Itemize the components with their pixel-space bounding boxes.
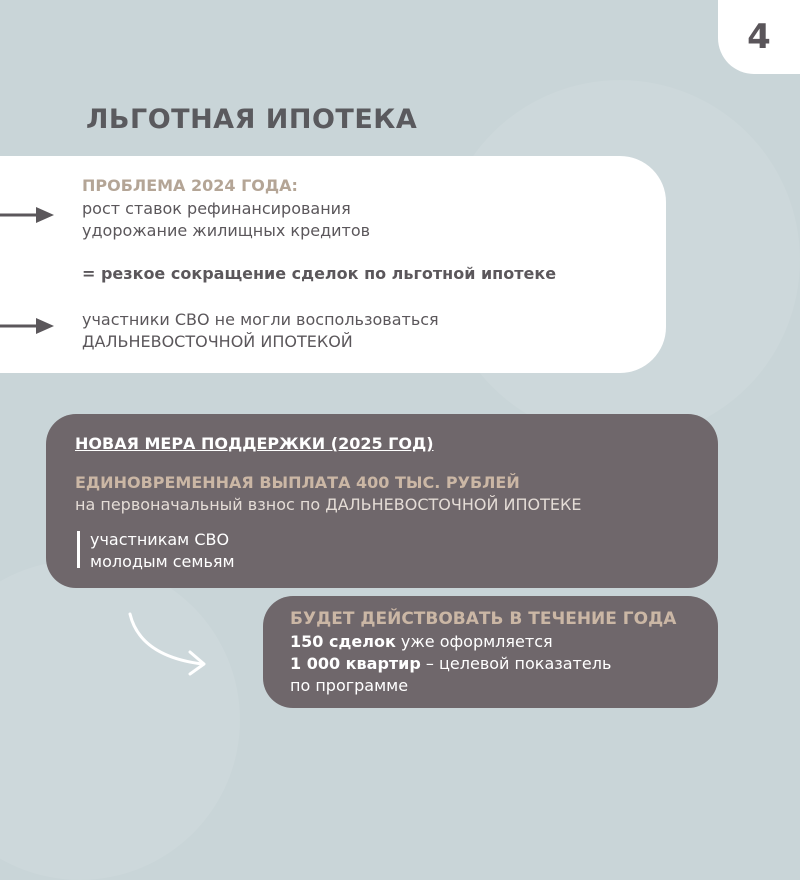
problem-result: = резкое сокращение сделок по льготной ипотеке bbox=[82, 264, 557, 283]
arrow-right-icon bbox=[0, 315, 56, 337]
divider bbox=[77, 531, 80, 568]
apartments-count: 1 000 квартир bbox=[290, 654, 421, 673]
deals-count: 150 сделок bbox=[290, 632, 396, 651]
recipient-item: молодым семьям bbox=[90, 552, 235, 571]
problem-heading: ПРОБЛЕМА 2024 ГОДА: bbox=[82, 176, 298, 195]
problem-line: рост ставок рефинансирования bbox=[82, 199, 351, 218]
apartments-line bbox=[290, 654, 611, 673]
duration-heading: БУДЕТ ДЕЙСТВОВАТЬ В ТЕЧЕНИЕ ГОДА bbox=[290, 609, 677, 629]
deals-line bbox=[290, 632, 553, 651]
curved-arrow-icon bbox=[122, 608, 218, 678]
measure-payment: ЕДИНОВРЕМЕННАЯ ВЫПЛАТА 400 ТЫС. РУБЛЕЙ bbox=[75, 473, 520, 492]
deals-text: уже оформляется bbox=[395, 632, 553, 651]
arrow-right-icon bbox=[0, 204, 56, 226]
measure-heading: НОВАЯ МЕРА ПОДДЕРЖКИ (2025 ГОД) bbox=[75, 434, 434, 453]
page-number: 4 bbox=[718, 0, 800, 74]
problem-note: ДАЛЬНЕВОСТОЧНОЙ ИПОТЕКОЙ bbox=[82, 332, 353, 351]
page-title: ЛЬГОТНАЯ ИПОТЕКА bbox=[86, 104, 418, 135]
apartments-line-2: по программе bbox=[290, 676, 409, 695]
measure-payment-detail: на первоначальный взнос по ДАЛЬНЕВОСТОЧНОЙ ИПОТЕКЕ bbox=[75, 495, 582, 514]
problem-line: удорожание жилищных кредитов bbox=[82, 221, 371, 240]
recipient-item: участникам СВО bbox=[90, 530, 230, 549]
problem-note: участники СВО не могли воспользоваться bbox=[82, 310, 439, 329]
apartments-text: – целевой показатель bbox=[420, 654, 612, 673]
